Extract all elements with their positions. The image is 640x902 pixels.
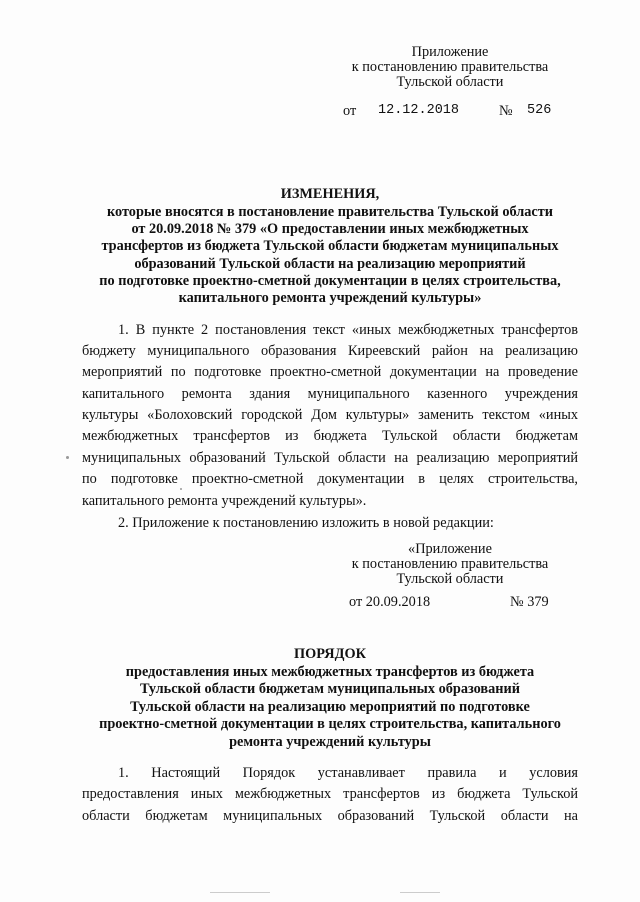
changes-subtitle-line: трансфертов из бюджета Тульской области бюджетам муниципальных (101, 238, 559, 254)
order-paragraph-line: 1. Настоящий Порядок устанавливает правила и условия (118, 765, 578, 781)
header-date-prefix: от (343, 103, 357, 119)
inner-date: от 20.09.2018 (349, 594, 431, 610)
paragraph-line: капитального ремонта учреждений культуры». (82, 493, 367, 509)
inner-number: № 379 (510, 594, 549, 610)
changes-title: ИЗМЕНЕНИЯ, (280, 186, 380, 202)
paragraph-line: культуры «Болоховский городской Дом культуры» заменить текстом «иных (82, 407, 578, 423)
scan-speck (66, 456, 69, 459)
paragraph-line: межбюджетных трансфертов из бюджета Тульской области бюджетам (82, 428, 578, 444)
paragraph-2: 2. Приложение к постановлению изложить в новой редакции: (118, 515, 494, 531)
header-decree-label: к постановлению правительства (351, 59, 549, 75)
changes-subtitle-line: которые вносятся в постановление правительства Тульской области (106, 204, 554, 220)
header-appendix-label: Приложение (411, 44, 489, 60)
changes-subtitle-line: от 20.09.2018 № 379 «О предоставлении иных межбюджетных (131, 221, 529, 237)
order-title: ПОРЯДОК (294, 646, 366, 662)
order-paragraph-line: области бюджетам муниципальных образований Тульской области на (82, 808, 578, 824)
order-subtitle-line: ремонта учреждений культуры (229, 734, 431, 750)
order-subtitle-line: проектно-сметной документации в целях строительства, капитального (99, 716, 561, 732)
changes-subtitle-line: образований Тульской области на реализацию мероприятий (134, 256, 526, 272)
changes-subtitle-line: по подготовке проектно-сметной документации в целях строительства, (99, 273, 561, 289)
inner-appendix-label: «Приложение (408, 541, 492, 557)
paragraph-line: по подготовке проектно-сметной документации в целях строительства, (82, 471, 578, 487)
header-region-label: Тульской области (396, 74, 504, 90)
inner-decree-label: к постановлению правительства (351, 556, 549, 572)
order-subtitle-line: Тульской области бюджетам муниципальных образований (140, 681, 520, 697)
scan-speck (180, 488, 182, 490)
scan-edge-mark (400, 892, 440, 893)
order-subtitle-line: Тульской области на реализацию мероприятий по подготовке (130, 699, 530, 715)
scan-edge-mark (210, 892, 270, 893)
header-date: 12.12.2018 (378, 103, 460, 118)
paragraph-line: 1. В пункте 2 постановления текст «иных межбюджетных трансфертов (118, 322, 578, 338)
inner-region-label: Тульской области (396, 571, 504, 587)
order-subtitle-line: предоставления иных межбюджетных трансфертов из бюджета (125, 664, 535, 680)
paragraph-line: бюджету муниципального образования Киреевский район на реализацию (82, 343, 578, 359)
order-paragraph-line: предоставления иных межбюджетных трансфертов из бюджета Тульской (82, 786, 578, 802)
paragraph-line: муниципальных образований Тульской области на реализацию мероприятий (82, 450, 578, 466)
paragraph-line: капитального ремонта здания муниципального казенного учреждения (82, 386, 578, 402)
paragraph-line: мероприятий по подготовке проектно-сметной документации на проведение (82, 364, 578, 380)
header-number-sign: № (499, 103, 513, 119)
changes-subtitle-line: капитального ремонта учреждений культуры» (178, 290, 482, 306)
header-number: 526 (527, 103, 552, 118)
